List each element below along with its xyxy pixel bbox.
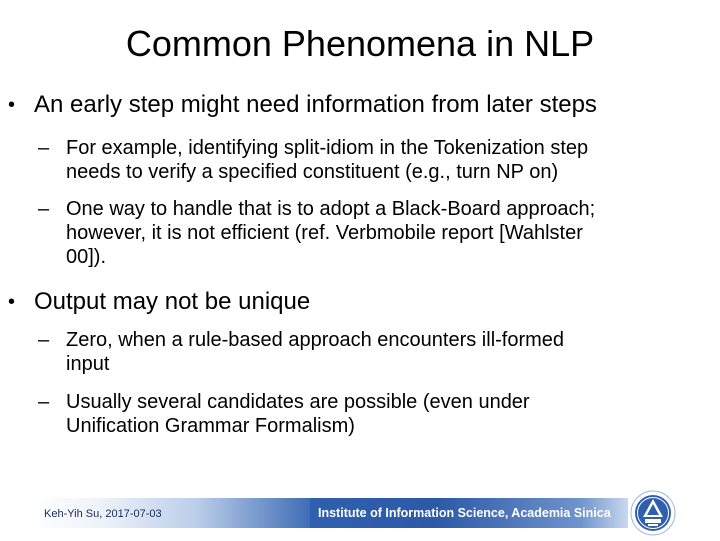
sub-bullet-text: Usually several candidates are possible (even under Unification Grammar Formalism) — [66, 391, 530, 437]
sub-bullet-marker: – — [38, 198, 50, 220]
bullet-marker: • — [8, 291, 16, 313]
sub-bullet-marker: – — [38, 137, 50, 159]
footer-author: Keh-Yih Su, 2017-07-03 — [44, 508, 162, 520]
sub-bullet-item — [38, 136, 716, 184]
sub-bullet-item — [38, 328, 716, 376]
sub-bullet-item — [38, 197, 716, 269]
bullet-item — [8, 288, 311, 316]
footer-author-band — [30, 498, 310, 528]
sub-bullet-text: For example, identifying split-idiom in the Tokenization step needs to verify a specified constituent (e.g., turn NP on) — [66, 137, 589, 183]
sub-bullet-item — [38, 390, 716, 438]
sub-bullet-marker: – — [38, 391, 50, 413]
sub-bullet-text: Zero, when a rule-based approach encounters ill-formed input — [66, 329, 565, 375]
academia-sinica-logo-icon — [630, 490, 676, 536]
slide-footer — [0, 490, 720, 540]
bullet-text: Output may not be unique — [34, 288, 311, 315]
bullet-text: An early step might need information from later steps — [34, 91, 597, 118]
sub-bullet-marker: – — [38, 329, 50, 351]
footer-institute: Institute of Information Science, Academia Sinica — [318, 506, 611, 520]
sub-bullet-text: One way to handle that is to adopt a Black-Board approach; however, it is not efficient (ref. Verbmobile report [Wahlster 00]). — [66, 198, 596, 268]
footer-institute-band — [310, 498, 628, 528]
logo-svg — [630, 490, 676, 536]
slide-title: Common Phenomena in NLP — [125, 23, 595, 64]
bullet-item — [8, 91, 597, 119]
bullet-marker: • — [8, 94, 16, 116]
